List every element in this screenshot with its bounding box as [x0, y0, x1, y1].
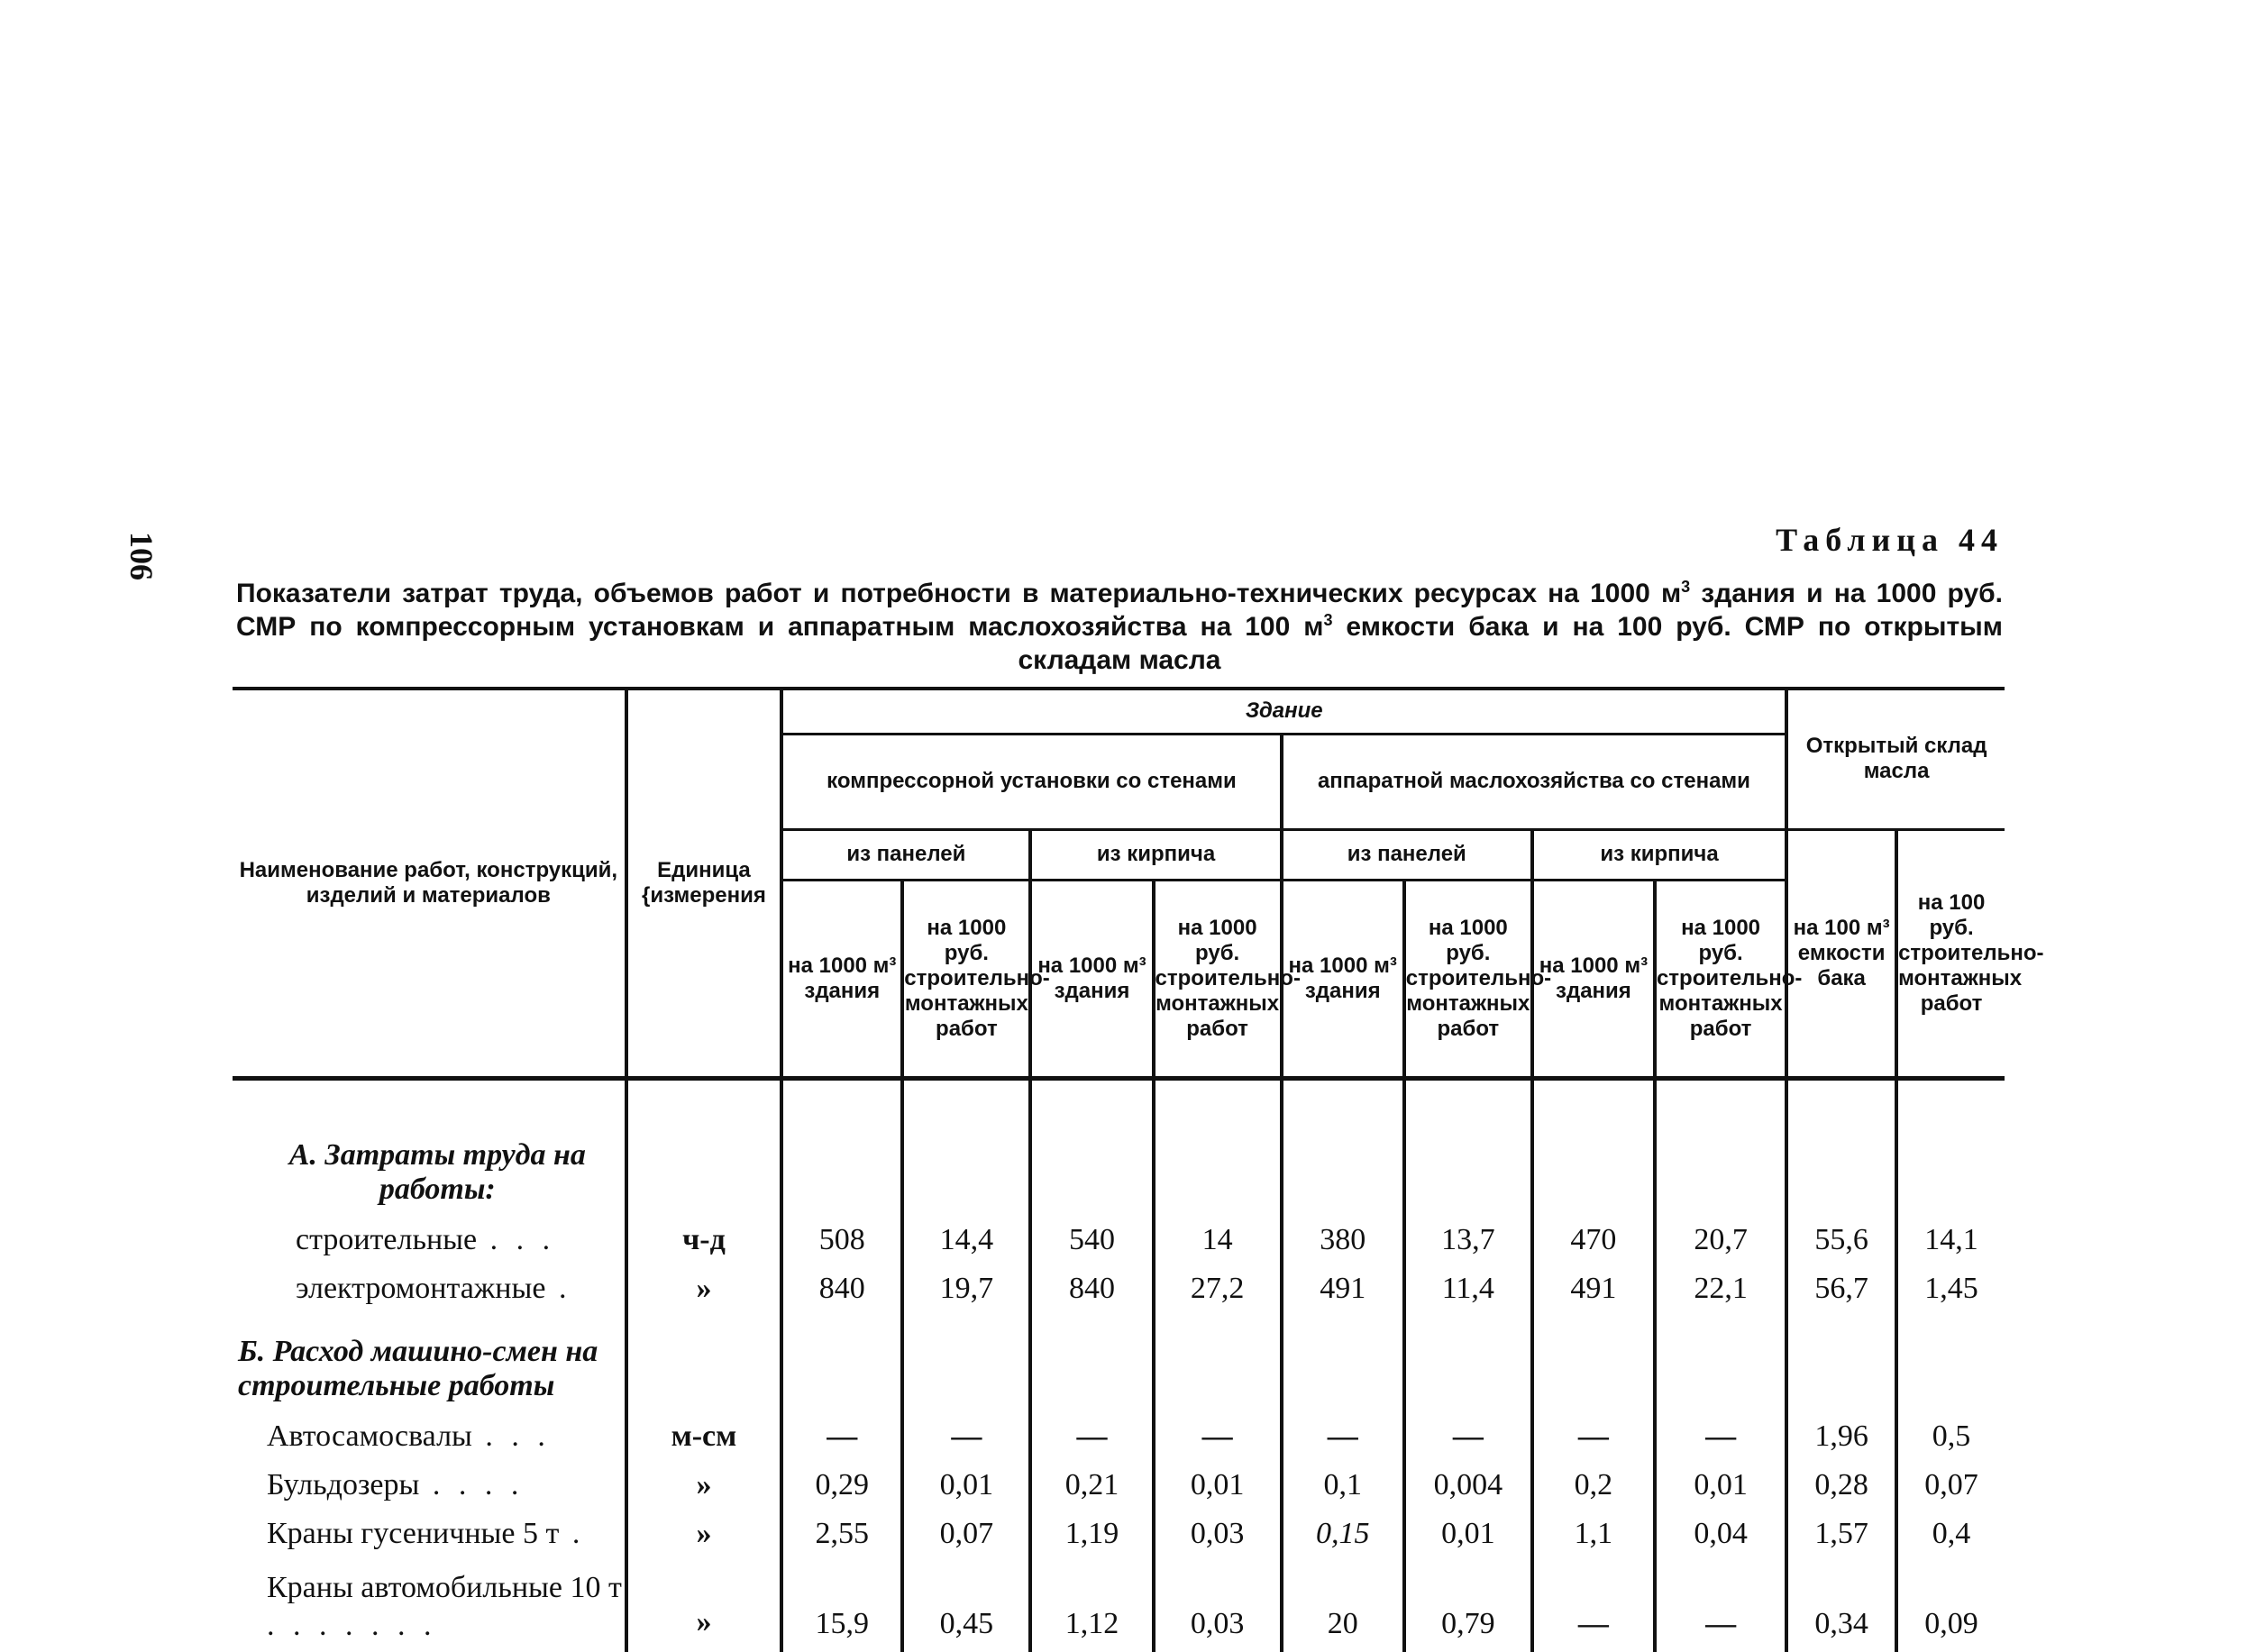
- cell: 2,55: [781, 1510, 902, 1558]
- table-row: [233, 1558, 2005, 1652]
- header-apparatus-panels: из панелей: [1282, 829, 1532, 880]
- cell: 0,1: [1282, 1461, 1404, 1510]
- cell: 1,19: [1030, 1510, 1153, 1558]
- table-row: [233, 1412, 2005, 1461]
- row-name: Краны автомобильные 10 т . . . . . . .: [267, 1570, 622, 1642]
- cell: 1,1: [1532, 1510, 1655, 1558]
- cell: 56,7: [1786, 1264, 1896, 1313]
- resource-table: [233, 687, 2044, 1652]
- cell: 1,12: [1030, 1558, 1153, 1652]
- caption-line-1: Показатели затрат труда, объемов работ и потребности в материально-технических ресурсах на 1000 м: [236, 579, 1682, 608]
- row-unit: м-см: [626, 1412, 782, 1461]
- cell: 14,4: [902, 1216, 1030, 1264]
- cell: 19,7: [902, 1264, 1030, 1313]
- cell: 0,45: [902, 1558, 1030, 1652]
- cell: 0,04: [1655, 1510, 1786, 1558]
- cell: 27,2: [1154, 1264, 1282, 1313]
- cell: 0,28: [1786, 1461, 1896, 1510]
- row-unit: ч-д: [626, 1216, 782, 1264]
- caption-line-3: и на 100 руб. СМР по открытым складам масла: [1018, 612, 2003, 675]
- cell: 15,9: [781, 1558, 902, 1652]
- table-row: [233, 1461, 2005, 1510]
- cell: 13,7: [1404, 1216, 1532, 1264]
- header-compressor-bricks: из кирпича: [1030, 829, 1281, 880]
- header-building: Здание: [781, 689, 1786, 734]
- cell: 0,07: [902, 1510, 1030, 1558]
- cell: —: [1282, 1412, 1404, 1461]
- table-number: Таблица 44: [1776, 522, 2004, 558]
- table-caption: [236, 577, 2003, 677]
- row-name: строительные . . .: [296, 1222, 556, 1256]
- cell: 0,5: [1896, 1412, 2005, 1461]
- cell: 0,21: [1030, 1461, 1153, 1510]
- cell: 14,1: [1896, 1216, 2005, 1264]
- header-per-1000-m3: на 1000 м³ здания: [781, 880, 902, 1078]
- cell: —: [1655, 1412, 1786, 1461]
- caption-line-1-sup: 3: [1681, 578, 1691, 596]
- header-name: Наименование работ, конструкций, изделий и материалов: [233, 689, 626, 1078]
- cell: 14: [1154, 1216, 1282, 1264]
- cell: —: [1030, 1412, 1153, 1461]
- cell: 22,1: [1655, 1264, 1786, 1313]
- section-row: [233, 1129, 2005, 1216]
- cell: 1,45: [1896, 1264, 2005, 1313]
- row-unit: »: [626, 1264, 782, 1313]
- header-compressor: компрессорной установки со стенами: [781, 734, 1281, 829]
- cell: 508: [781, 1216, 902, 1264]
- caption-line-2-end: емкости бака: [1332, 612, 1530, 642]
- cell: 0,03: [1154, 1510, 1282, 1558]
- caption-line-2: и на 1000 руб. СМР по компрессорным установкам и аппаратным маслохозяйства на 100 м: [236, 579, 2003, 642]
- cell: 1,57: [1786, 1510, 1896, 1558]
- row-name: Автосамосвалы . . .: [267, 1419, 551, 1453]
- cell: 0,03: [1154, 1558, 1282, 1652]
- header-per-1000-rub: на 1000 руб. строительно-монтажных работ: [1154, 880, 1282, 1078]
- cell: 55,6: [1786, 1216, 1896, 1264]
- cell: 0,79: [1404, 1558, 1532, 1652]
- table-row: [233, 1216, 2005, 1264]
- cell: 491: [1282, 1264, 1404, 1313]
- header-per-1000-m3: на 1000 м³ здания: [1282, 880, 1404, 1078]
- header-per-1000-rub: на 1000 руб. строительно-монтажных работ: [1655, 880, 1786, 1078]
- cell: 0,09: [1896, 1558, 2005, 1652]
- cell: 0,01: [1655, 1461, 1786, 1510]
- cell: —: [902, 1412, 1030, 1461]
- cell: 380: [1282, 1216, 1404, 1264]
- row-unit: »: [626, 1558, 782, 1652]
- row-name: Краны гусеничные 5 т .: [267, 1516, 586, 1550]
- cell: 20,7: [1655, 1216, 1786, 1264]
- cell: 0,01: [902, 1461, 1030, 1510]
- section-row: [233, 1313, 2005, 1412]
- header-apparatus: аппаратной маслохозяйства со стенами: [1282, 734, 1787, 829]
- cell: 0,4: [1896, 1510, 2005, 1558]
- cell: 20: [1282, 1558, 1404, 1652]
- header-per-1000-m3: на 1000 м³ здания: [1030, 880, 1153, 1078]
- row-unit: »: [626, 1510, 782, 1558]
- cell: 840: [1030, 1264, 1153, 1313]
- cell: 540: [1030, 1216, 1153, 1264]
- row-name: электромонтажные .: [296, 1271, 572, 1305]
- header-per-1000-rub: на 1000 руб. строительно-монтажных работ: [1404, 880, 1532, 1078]
- cell: —: [1532, 1558, 1655, 1652]
- cell: 491: [1532, 1264, 1655, 1313]
- row-unit: »: [626, 1461, 782, 1510]
- cell: —: [1154, 1412, 1282, 1461]
- table-row: [233, 1264, 2005, 1313]
- caption-line-1-end: здания: [1690, 579, 1795, 608]
- header-unit: Единица {измерения: [626, 689, 782, 1078]
- header-open-store: Открытый склад масла: [1786, 689, 2005, 829]
- header-per-1000-rub: на 1000 руб. строительно-монтажных работ: [902, 880, 1030, 1078]
- cell: 0,15: [1282, 1510, 1404, 1558]
- section-title-a: А. Затраты труда на работы:: [288, 1137, 586, 1206]
- cell: 840: [781, 1264, 902, 1313]
- cell: 0,29: [781, 1461, 902, 1510]
- cell: —: [1532, 1412, 1655, 1461]
- cell: 0,01: [1154, 1461, 1282, 1510]
- section-title-b: Б. Расход машино-смен на строительные работы: [238, 1334, 598, 1402]
- cell: 470: [1532, 1216, 1655, 1264]
- header-per-100-m3: на 100 м³ емкости бака: [1786, 829, 1896, 1078]
- cell: 0,2: [1532, 1461, 1655, 1510]
- cell: —: [1655, 1558, 1786, 1652]
- header-compressor-panels: из панелей: [781, 829, 1030, 880]
- page-number: 106: [123, 532, 160, 580]
- table-body: [233, 1078, 2005, 1652]
- cell: 1,96: [1786, 1412, 1896, 1461]
- cell: 0,07: [1896, 1461, 2005, 1510]
- cell: 0,34: [1786, 1558, 1896, 1652]
- header-apparatus-bricks: из кирпича: [1532, 829, 1786, 880]
- cell: —: [1404, 1412, 1532, 1461]
- cell: 11,4: [1404, 1264, 1532, 1313]
- header-per-100-rub: на 100 руб. строительно-монтажных работ: [1896, 829, 2005, 1078]
- cell: 0,004: [1404, 1461, 1532, 1510]
- cell: 0,01: [1404, 1510, 1532, 1558]
- cell: —: [781, 1412, 902, 1461]
- header-per-1000-m3: на 1000 м³ здания: [1532, 880, 1655, 1078]
- table-row: [233, 1510, 2005, 1558]
- caption-line-2-sup: 3: [1323, 611, 1333, 629]
- row-name: Бульдозеры . . . .: [267, 1467, 525, 1501]
